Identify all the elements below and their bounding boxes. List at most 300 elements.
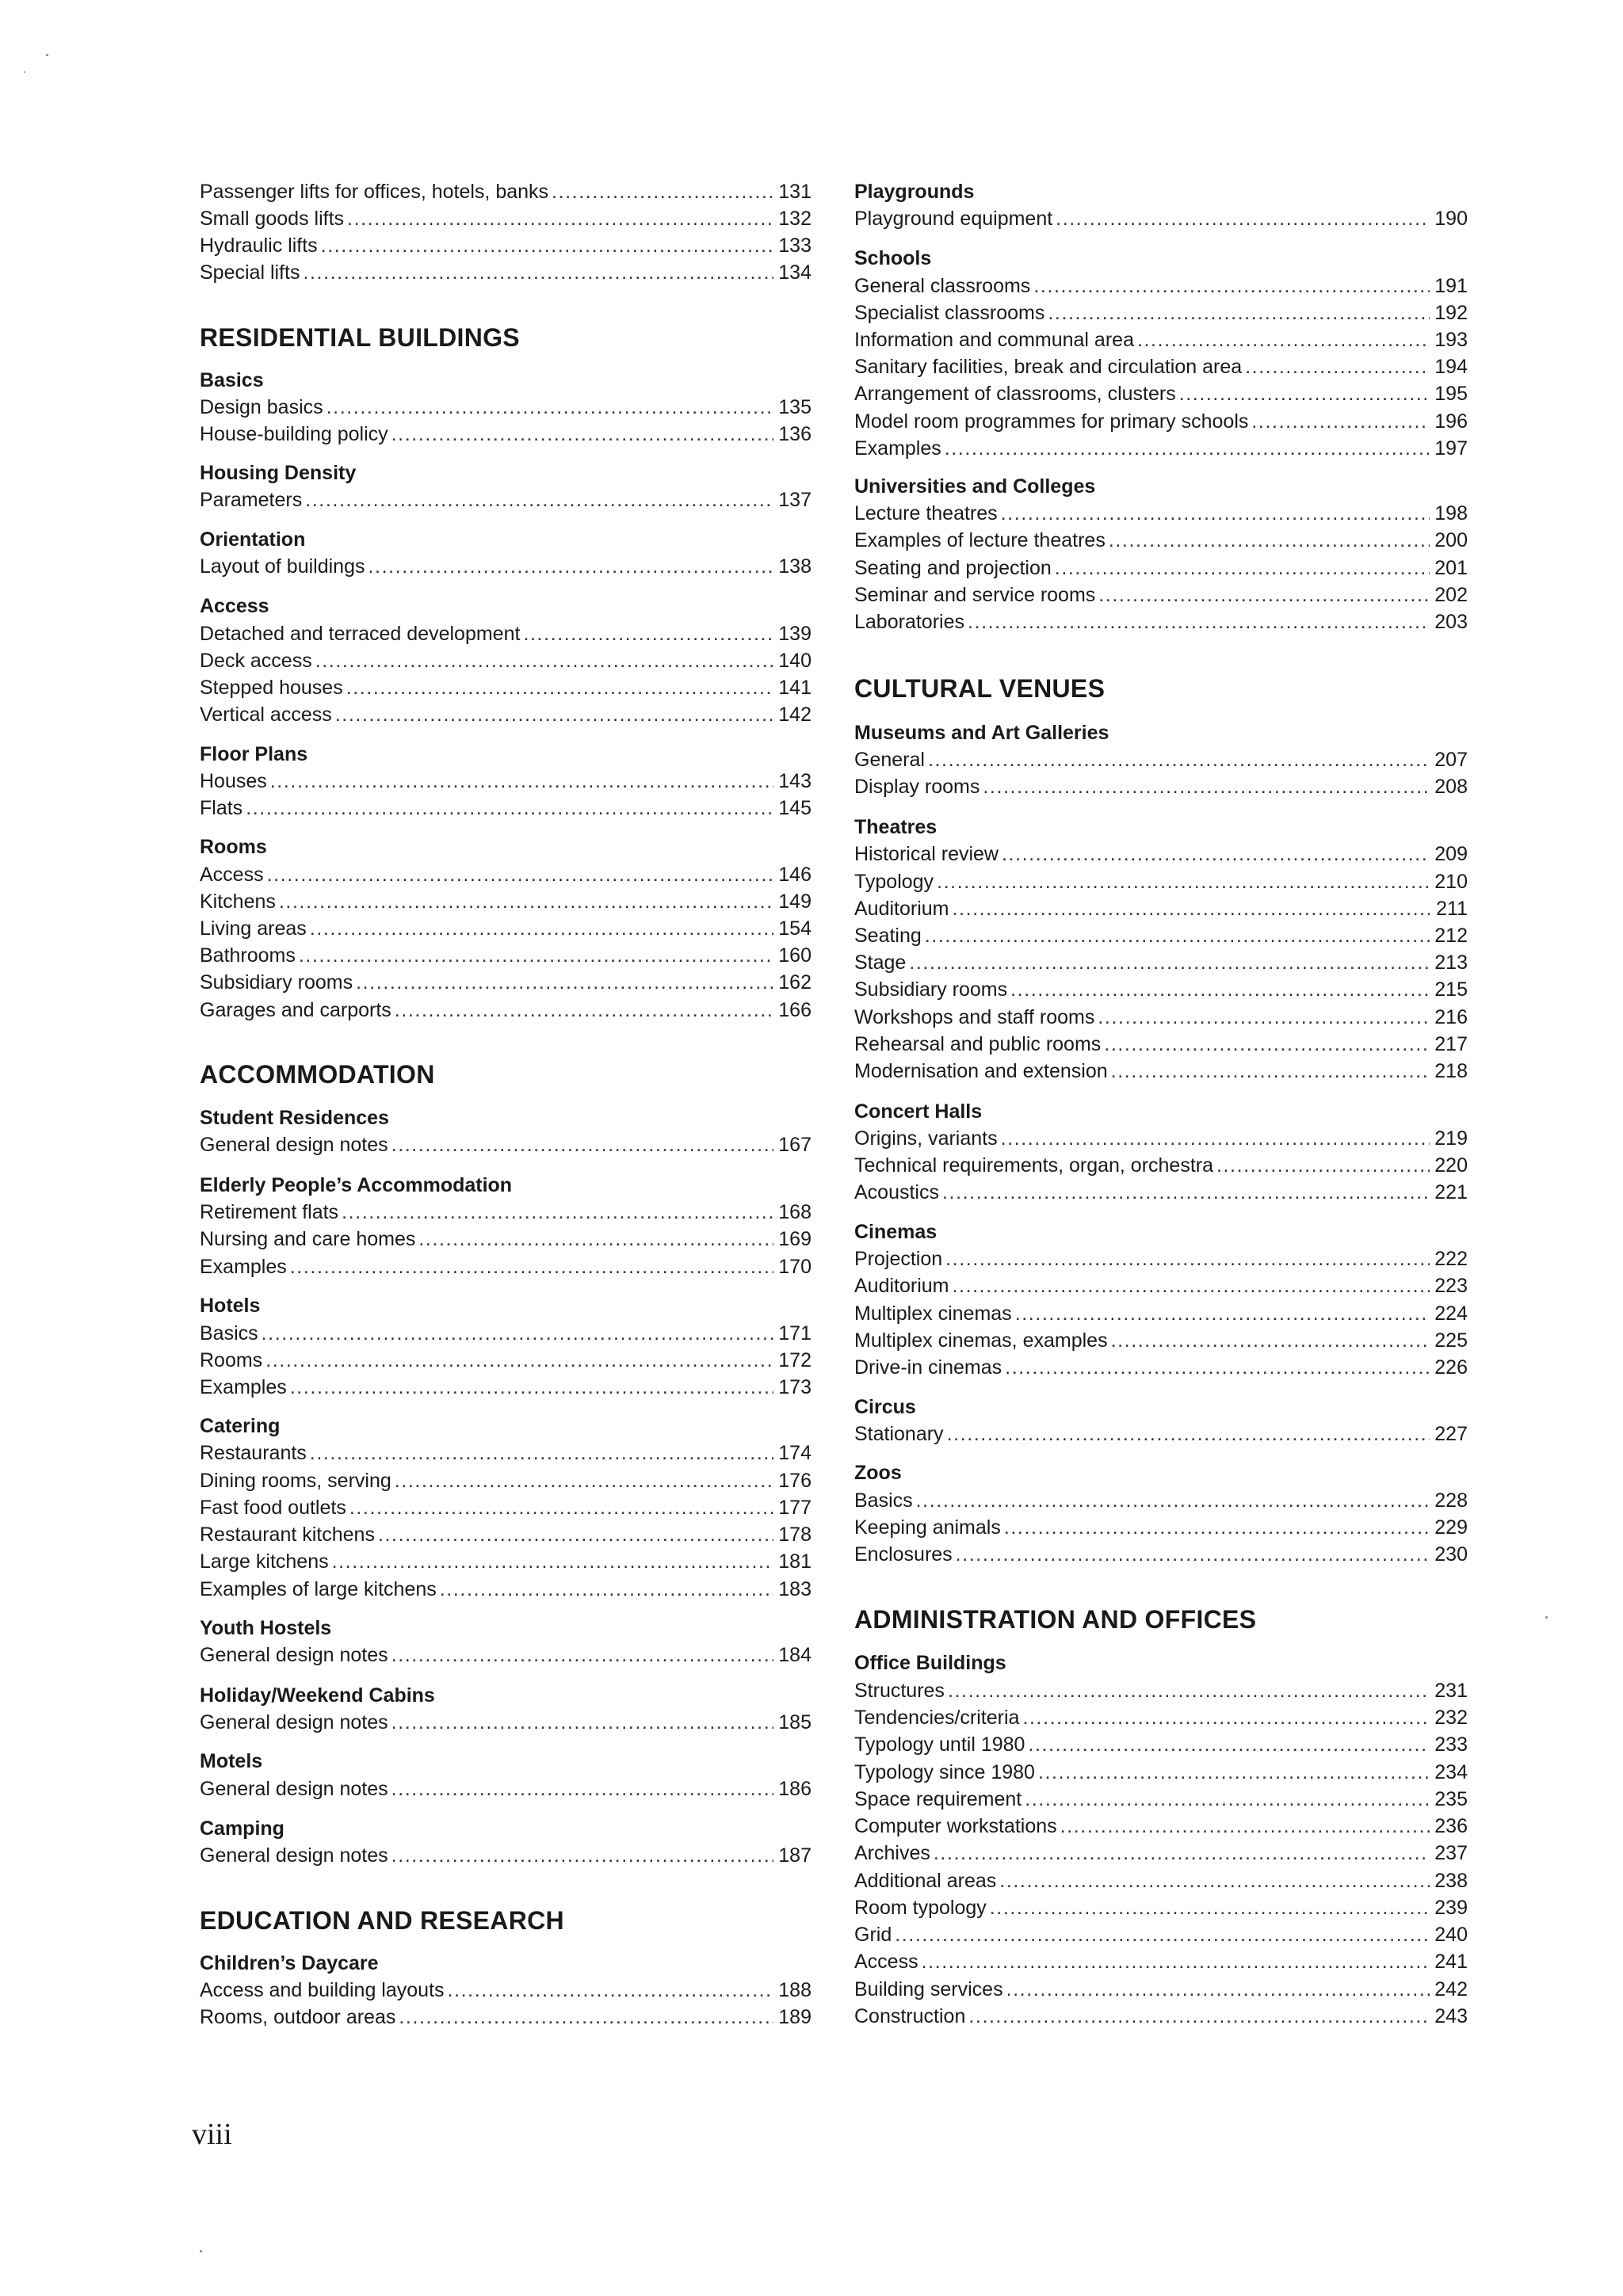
toc-entry — [854, 1031, 1468, 1058]
toc-entry-title: Access — [200, 864, 264, 886]
page-number: viii — [192, 2118, 232, 2151]
toc-entry-title: Deck access — [200, 650, 312, 672]
dot-leader — [267, 861, 773, 888]
toc-entry — [200, 888, 812, 915]
toc-entry-page: 242 — [1434, 1978, 1468, 2000]
toc-entry-page: 211 — [1436, 898, 1468, 920]
toc-entry-page: 140 — [778, 650, 812, 672]
toc-entry-page: 233 — [1434, 1733, 1468, 1756]
toc-entry — [854, 608, 1468, 635]
toc-entry-page: 192 — [1434, 302, 1468, 324]
toc-entry-page: 143 — [778, 770, 812, 792]
subsection-heading: Children’s Daycare — [200, 1952, 379, 1974]
toc-entry — [200, 1374, 812, 1401]
toc-entry — [200, 1320, 812, 1347]
toc-entry — [200, 861, 812, 888]
toc-entry — [200, 1977, 812, 2004]
toc-entry-title: Grid — [854, 1924, 892, 1946]
toc-entry-page: 141 — [778, 677, 812, 699]
dot-leader — [1048, 299, 1430, 326]
toc-entry-title: Bathrooms — [200, 944, 296, 967]
toc-entry-page: 202 — [1434, 584, 1468, 606]
dot-leader — [391, 1709, 773, 1736]
dot-leader — [1098, 582, 1430, 608]
toc-entry-title: Subsidiary rooms — [200, 971, 353, 994]
toc-entry-title: Kitchens — [200, 891, 276, 913]
dot-leader — [315, 647, 773, 674]
toc-entry-page: 215 — [1434, 978, 1468, 1001]
dot-leader — [1137, 326, 1430, 353]
toc-entry — [200, 1253, 812, 1280]
toc-entry-title: Parameters — [200, 489, 303, 511]
dot-leader — [1038, 1759, 1430, 1786]
toc-entry — [854, 555, 1468, 582]
toc-entry — [854, 949, 1468, 976]
toc-entry-title: Houses — [200, 770, 267, 792]
dot-leader — [418, 1226, 773, 1253]
toc-entry-page: 134 — [778, 261, 812, 284]
toc-entry-page: 160 — [778, 944, 812, 967]
toc-entry — [200, 1347, 812, 1374]
toc-entry-title: Sanitary facilities, break and circulation area — [854, 356, 1243, 378]
toc-entry-page: 220 — [1434, 1154, 1468, 1177]
toc-entry-title: Rooms, outdoor areas — [200, 2006, 396, 2028]
subsection-heading: Universities and Colleges — [854, 475, 1096, 498]
toc-entry — [200, 647, 812, 674]
toc-entry-title: Living areas — [200, 917, 307, 940]
dot-leader — [327, 394, 773, 421]
toc-entry-title: General design notes — [200, 1711, 388, 1733]
toc-entry — [200, 1642, 812, 1669]
toc-entry-page: 183 — [778, 1578, 812, 1600]
toc-entry — [854, 1421, 1468, 1447]
toc-entry — [854, 1272, 1468, 1299]
toc-entry-page: 149 — [778, 891, 812, 913]
toc-entry-page: 234 — [1434, 1761, 1468, 1783]
toc-entry — [854, 1786, 1468, 1813]
toc-entry-title: Passenger lifts for offices, hotels, banks — [200, 181, 549, 203]
toc-entry — [854, 408, 1468, 435]
toc-entry-title: Typology until 1980 — [854, 1733, 1025, 1756]
dot-leader — [968, 2003, 1430, 2030]
toc-entry — [200, 701, 812, 728]
toc-entry — [200, 1548, 812, 1575]
toc-entry — [854, 841, 1468, 868]
toc-entry-title: Retirement flats — [200, 1201, 339, 1223]
dot-leader — [937, 868, 1430, 895]
dot-leader — [395, 997, 773, 1024]
toc-entry — [854, 1354, 1468, 1381]
dot-leader — [909, 949, 1430, 976]
toc-entry-page: 185 — [778, 1711, 812, 1733]
toc-entry — [854, 1840, 1468, 1867]
toc-entry — [854, 1976, 1468, 2003]
dot-leader — [321, 232, 773, 259]
toc-entry — [854, 1514, 1468, 1541]
subsection-heading: Concert Halls — [854, 1100, 983, 1123]
subsection-heading: Hotels — [200, 1295, 261, 1317]
toc-entry-page: 198 — [1434, 502, 1468, 524]
toc-entry-title: Arrangement of classrooms, clusters — [854, 383, 1176, 405]
toc-entry — [200, 1199, 812, 1226]
dot-leader — [391, 421, 773, 448]
subsection-heading: Floor Plans — [200, 743, 308, 765]
toc-entry-title: Layout of buildings — [200, 555, 365, 578]
section-heading: ACCOMMODATION — [200, 1060, 435, 1089]
toc-entry-title: Small goods lifts — [200, 208, 345, 230]
toc-entry-page: 221 — [1434, 1181, 1468, 1203]
dot-leader — [947, 1421, 1430, 1447]
toc-entry-page: 171 — [778, 1322, 812, 1344]
dot-leader — [305, 486, 773, 513]
toc-entry-page: 194 — [1434, 356, 1468, 378]
subsection-heading: Access — [200, 595, 269, 617]
toc-entry-title: Examples of lecture theatres — [854, 529, 1106, 551]
toc-entry-page: 191 — [1434, 275, 1468, 297]
toc-entry-title: Playground equipment — [854, 208, 1053, 230]
toc-entry-page: 237 — [1434, 1842, 1468, 1864]
toc-entry-title: Flats — [200, 797, 243, 819]
dot-leader — [1033, 273, 1430, 299]
toc-entry-title: Typology since 1980 — [854, 1761, 1035, 1783]
dot-leader — [391, 1642, 773, 1669]
toc-entry — [854, 1731, 1468, 1758]
toc-entry-title: Examples — [854, 437, 941, 460]
toc-entry-page: 209 — [1434, 843, 1468, 865]
dot-leader — [310, 915, 773, 942]
toc-entry — [200, 421, 812, 448]
toc-entry — [200, 1576, 812, 1603]
dot-leader — [1104, 1031, 1430, 1058]
dot-leader — [303, 259, 773, 286]
dot-leader — [1251, 408, 1430, 435]
toc-entry-title: Nursing and care homes — [200, 1228, 416, 1250]
subsection-heading: Basics — [200, 369, 264, 391]
toc-entry-page: 223 — [1434, 1275, 1468, 1297]
toc-entry-title: Origins, variants — [854, 1127, 998, 1150]
toc-entry-page: 181 — [778, 1550, 812, 1573]
dot-leader — [925, 922, 1430, 949]
toc-entry — [200, 1440, 812, 1466]
toc-entry — [854, 273, 1468, 299]
dot-leader — [945, 1245, 1430, 1272]
toc-entry-title: Restaurants — [200, 1442, 307, 1464]
dot-leader — [968, 608, 1430, 635]
toc-entry-page: 208 — [1434, 776, 1468, 798]
toc-entry-title: Multiplex cinemas — [854, 1302, 1012, 1325]
toc-entry-title: Basics — [854, 1489, 913, 1512]
toc-entry-title: Building services — [854, 1978, 1003, 2000]
scan-speck — [200, 2250, 202, 2252]
subsection-heading: Motels — [200, 1750, 263, 1772]
toc-entry — [200, 942, 812, 969]
toc-entry-page: 135 — [778, 396, 812, 418]
toc-entry-page: 210 — [1434, 871, 1468, 893]
subsection-heading: Museums and Art Galleries — [854, 722, 1109, 744]
toc-entry — [200, 1842, 812, 1869]
toc-entry-page: 238 — [1434, 1870, 1468, 1892]
toc-entry — [854, 746, 1468, 773]
dot-leader — [395, 1467, 773, 1494]
toc-entry-page: 137 — [778, 489, 812, 511]
toc-entry — [854, 1058, 1468, 1085]
toc-entry — [200, 768, 812, 795]
toc-entry — [200, 259, 812, 286]
toc-entry-title: Acoustics — [854, 1181, 939, 1203]
toc-entry — [854, 1867, 1468, 1894]
toc-entry-page: 132 — [778, 208, 812, 230]
dot-leader — [346, 674, 773, 701]
section-heading: ADMINISTRATION AND OFFICES — [854, 1605, 1257, 1634]
toc-entry-title: Stepped houses — [200, 677, 343, 699]
dot-leader — [270, 768, 773, 795]
dot-leader — [440, 1576, 773, 1603]
toc-entry — [854, 1152, 1468, 1179]
section-heading: EDUCATION AND RESEARCH — [200, 1906, 564, 1935]
toc-entry-title: Lecture theatres — [854, 502, 998, 524]
toc-entry-title: Auditorium — [854, 1275, 949, 1297]
toc-entry-page: 178 — [778, 1524, 812, 1546]
toc-entry-page: 139 — [778, 623, 812, 645]
toc-entry — [200, 2004, 812, 2031]
toc-entry — [200, 795, 812, 822]
dot-leader — [922, 1948, 1430, 1975]
toc-entry-page: 138 — [778, 555, 812, 578]
toc-entry — [854, 582, 1468, 608]
dot-leader — [342, 1199, 773, 1226]
toc-entry — [854, 205, 1468, 232]
subsection-heading: Camping — [200, 1817, 285, 1840]
toc-entry-title: General — [854, 749, 925, 771]
dot-leader — [1055, 555, 1430, 582]
toc-entry — [200, 997, 812, 1024]
toc-entry-page: 186 — [778, 1778, 812, 1800]
dot-leader — [1245, 353, 1430, 380]
toc-entry — [854, 500, 1468, 527]
toc-entry-title: Subsidiary rooms — [854, 978, 1008, 1001]
section-heading: RESIDENTIAL BUILDINGS — [200, 323, 520, 352]
toc-entry-title: Archives — [854, 1842, 930, 1864]
toc-entry — [854, 976, 1468, 1003]
toc-entry-title: Hydraulic lifts — [200, 235, 318, 257]
toc-entry — [200, 1467, 812, 1494]
dot-leader — [523, 620, 773, 647]
toc-entry — [854, 326, 1468, 353]
toc-entry — [200, 1131, 812, 1158]
toc-entry — [854, 1541, 1468, 1568]
subsection-heading: Office Buildings — [854, 1652, 1006, 1674]
dot-leader — [999, 1867, 1430, 1894]
toc-entry-title: Modernisation and extension — [854, 1060, 1108, 1082]
toc-entry-title: Information and communal area — [854, 329, 1134, 351]
toc-entry — [200, 232, 812, 259]
toc-entry — [200, 915, 812, 942]
dot-leader — [1111, 1058, 1430, 1085]
toc-entry-title: Access — [854, 1951, 918, 1973]
toc-entry-page: 229 — [1434, 1516, 1468, 1539]
toc-entry-page: 235 — [1434, 1788, 1468, 1810]
toc-entry — [854, 1759, 1468, 1786]
toc-entry — [854, 1704, 1468, 1731]
toc-entry-title: Basics — [200, 1322, 258, 1344]
toc-entry — [200, 674, 812, 701]
dot-leader — [378, 1521, 773, 1548]
toc-entry-title: Access and building layouts — [200, 1979, 445, 2001]
dot-leader — [356, 969, 773, 996]
dot-leader — [1001, 1125, 1430, 1152]
toc-entry-page: 174 — [778, 1442, 812, 1464]
toc-entry-page: 213 — [1434, 952, 1468, 974]
section-heading: CULTURAL VENUES — [854, 674, 1106, 703]
dot-leader — [1098, 1004, 1430, 1031]
toc-entry — [200, 553, 812, 580]
toc-entry — [200, 1521, 812, 1548]
toc-entry-page: 212 — [1434, 925, 1468, 947]
dot-leader — [928, 746, 1430, 773]
subsection-heading: Cinemas — [854, 1221, 938, 1243]
dot-leader — [990, 1894, 1430, 1921]
toc-entry-page: 131 — [778, 181, 812, 203]
dot-leader — [552, 178, 773, 205]
toc-entry-title: House-building policy — [200, 423, 388, 445]
toc-entry-title: Technical requirements, organ, orchestra — [854, 1154, 1214, 1177]
toc-entry-title: General design notes — [200, 1644, 388, 1666]
toc-entry — [200, 1775, 812, 1802]
dot-leader — [368, 553, 773, 580]
toc-entry — [200, 394, 812, 421]
toc-entry-page: 240 — [1434, 1924, 1468, 1946]
toc-entry-title: Display rooms — [854, 776, 980, 798]
dot-leader — [1216, 1152, 1430, 1179]
toc-entry-page: 195 — [1434, 383, 1468, 405]
toc-entry-page: 243 — [1434, 2005, 1468, 2027]
dot-leader — [391, 1842, 773, 1869]
dot-leader — [1111, 1327, 1430, 1354]
toc-entry — [854, 353, 1468, 380]
dot-leader — [945, 435, 1430, 462]
dot-leader — [1022, 1704, 1430, 1731]
toc-entry-title: Dining rooms, serving — [200, 1470, 391, 1492]
toc-entry-page: 189 — [778, 2006, 812, 2028]
toc-entry-page: 227 — [1434, 1423, 1468, 1445]
toc-entry-title: Construction — [854, 2005, 966, 2027]
toc-entry-title: Examples — [200, 1256, 287, 1278]
toc-entry-title: Stationary — [854, 1423, 944, 1445]
dot-leader — [391, 1775, 773, 1802]
subsection-heading: Youth Hostels — [200, 1617, 332, 1639]
subsection-heading: Elderly People’s Accommodation — [200, 1174, 513, 1196]
dot-leader — [310, 1440, 773, 1466]
toc-entry — [200, 1709, 812, 1736]
toc-entry-title: General design notes — [200, 1844, 388, 1867]
toc-entry-title: Stage — [854, 952, 907, 974]
toc-entry-page: 133 — [778, 235, 812, 257]
dot-leader — [895, 1921, 1430, 1948]
toc-entry-title: General design notes — [200, 1134, 388, 1156]
toc-entry-page: 166 — [778, 999, 812, 1021]
toc-entry-page: 196 — [1434, 410, 1468, 433]
toc-entry-page: 200 — [1434, 529, 1468, 551]
toc-entry — [854, 1125, 1468, 1152]
toc-entry-title: Enclosures — [854, 1543, 953, 1566]
toc-entry-page: 169 — [778, 1228, 812, 1250]
toc-entry-page: 203 — [1434, 611, 1468, 633]
dot-leader — [953, 1272, 1430, 1299]
dot-leader — [299, 942, 773, 969]
toc-entry-title: Room typology — [854, 1897, 987, 1919]
toc-entry-page: 136 — [778, 423, 812, 445]
dot-leader — [347, 205, 773, 232]
dot-leader — [332, 1548, 773, 1575]
toc-entry-title: Large kitchens — [200, 1550, 329, 1573]
dot-leader — [290, 1374, 773, 1401]
toc-entry-page: 154 — [778, 917, 812, 940]
toc-entry-page: 170 — [778, 1256, 812, 1278]
toc-entry — [854, 1245, 1468, 1272]
subsection-heading: Zoos — [854, 1462, 902, 1484]
toc-entry-title: Vertical access — [200, 704, 332, 726]
subsection-heading: Catering — [200, 1415, 281, 1437]
toc-entry — [854, 1300, 1468, 1327]
subsection-heading: Theatres — [854, 816, 938, 838]
subsection-heading: Playgrounds — [854, 181, 975, 203]
toc-entry — [854, 868, 1468, 895]
dot-leader — [1010, 976, 1430, 1003]
dot-leader — [349, 1494, 773, 1521]
dot-leader — [1002, 841, 1430, 868]
dot-leader — [1006, 1976, 1430, 2003]
dot-leader — [265, 1347, 773, 1374]
toc-entry — [854, 922, 1468, 949]
toc-entry-title: Detached and terraced development — [200, 623, 521, 645]
toc-entry — [854, 773, 1468, 800]
toc-entry-title: Special lifts — [200, 261, 300, 284]
subsection-heading: Holiday/Weekend Cabins — [200, 1684, 435, 1707]
dot-leader — [279, 888, 773, 915]
toc-entry — [854, 1677, 1468, 1704]
toc-entry-title: Workshops and staff rooms — [854, 1006, 1095, 1028]
dot-leader — [1028, 1731, 1430, 1758]
toc-entry-page: 225 — [1434, 1329, 1468, 1352]
toc-entry-title: General classrooms — [854, 275, 1031, 297]
toc-entry-page: 188 — [778, 1979, 812, 2001]
dot-leader — [916, 1487, 1430, 1514]
toc-entry — [854, 895, 1468, 922]
toc-entry — [854, 1921, 1468, 1948]
toc-entry — [200, 1494, 812, 1521]
toc-entry-title: Rehearsal and public rooms — [854, 1033, 1102, 1055]
dot-leader — [983, 773, 1430, 800]
dot-leader — [934, 1840, 1430, 1867]
toc-entry-page: 193 — [1434, 329, 1468, 351]
toc-entry-title: Examples of large kitchens — [200, 1578, 437, 1600]
toc-entry-title: General design notes — [200, 1778, 388, 1800]
toc-entry-page: 230 — [1434, 1543, 1468, 1566]
toc-entry — [854, 1487, 1468, 1514]
dot-leader — [448, 1977, 773, 2004]
toc-entry-title: Examples — [200, 1376, 287, 1398]
toc-entry-title: Laboratories — [854, 611, 964, 633]
scan-speck — [1545, 1616, 1548, 1619]
dot-leader — [335, 701, 773, 728]
subsection-heading: Housing Density — [200, 462, 357, 484]
dot-leader — [399, 2004, 773, 2031]
toc-entry-title: Space requirement — [854, 1788, 1022, 1810]
toc-entry — [854, 1948, 1468, 1975]
dot-leader — [262, 1320, 773, 1347]
toc-entry-page: 231 — [1434, 1680, 1468, 1702]
toc-entry — [200, 178, 812, 205]
